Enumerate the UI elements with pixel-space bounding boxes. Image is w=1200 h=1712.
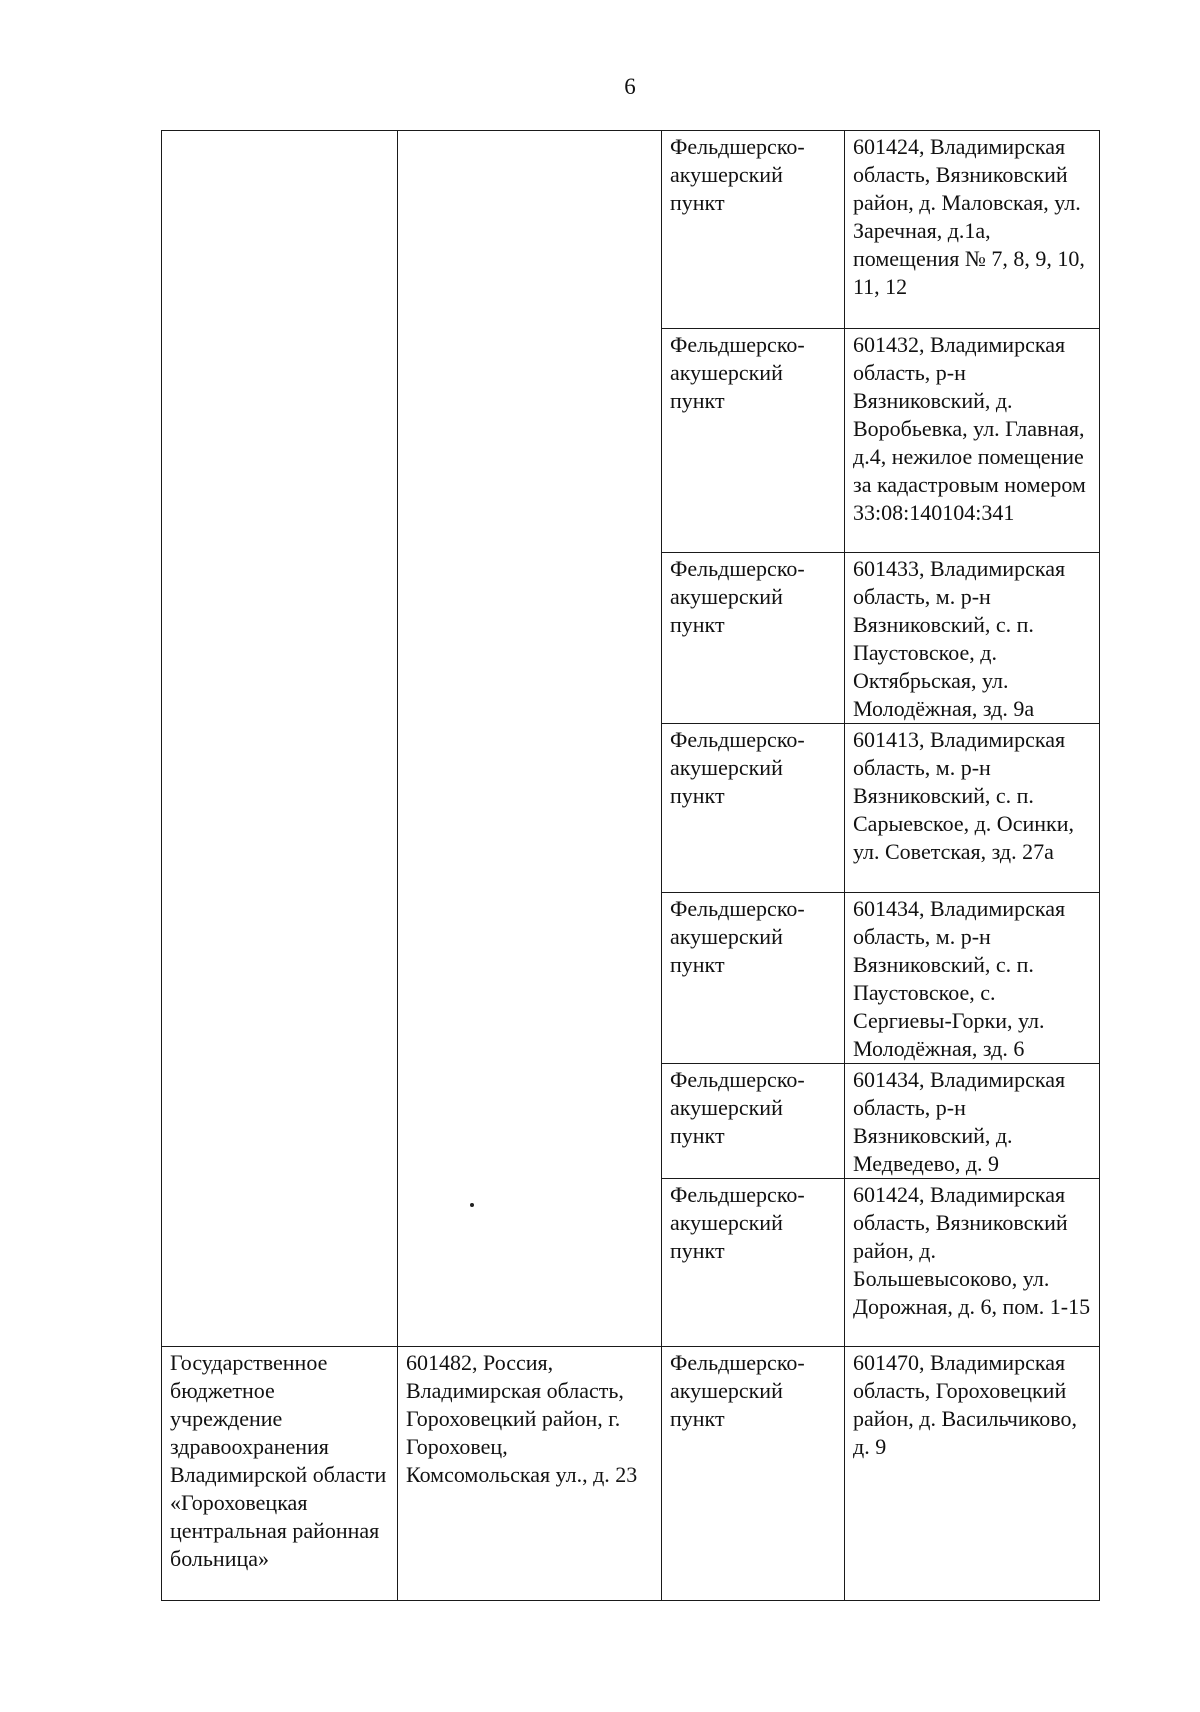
facility-address-cell: 601434, Владимирская область, р-н Вязниковский, д. Медведево, д. 9 <box>845 1064 1100 1179</box>
facility-type-cell: Фельдшерско-акушерский пункт <box>662 1064 845 1179</box>
facility-type-cell: Фельдшерско-акушерский пункт <box>662 553 845 724</box>
page-number: 6 <box>624 74 636 99</box>
facility-type-cell: Фельдшерско-акушерский пункт <box>662 724 845 893</box>
facility-type-cell: Фельдшерско-акушерский пункт <box>662 131 845 329</box>
facility-address-cell: 601424, Владимирская область, Вязниковский район, д. Большевысоково, ул. Дорожная, д. 6, пом. 1-15 <box>845 1179 1100 1347</box>
institution-address-cell: 601482, Россия, Владимирская область, Гороховецкий район, г. Гороховец, Комсомольская ул., д. 23 <box>398 1347 662 1601</box>
institution-name-cell-empty <box>162 131 398 1347</box>
facility-address-cell: 601434, Владимирская область, м. р-н Вязниковский, с. п. Паустовское, с. Сергиевы-Горки, ул. Молодёжная, зд. 6 <box>845 893 1100 1064</box>
facility-address-cell: 601433, Владимирская область, м. р-н Вязниковский, с. п. Паустовское, д. Октябрьская, ул. Молодёжная, зд. 9а <box>845 553 1100 724</box>
facility-type-cell: Фельдшерско-акушерский пункт <box>662 893 845 1064</box>
table-row <box>162 1347 1100 1601</box>
institution-address-cell-empty <box>398 131 662 1347</box>
institution-name-cell: Государственное бюджетное учреждение здравоохранения Владимирской области «Гороховецкая центральная районная больница» <box>162 1347 398 1601</box>
facility-address-cell: 601413, Владимирская область, м. р-н Вязниковский, с. п. Сарыевское, д. Осинки, ул. Советская, зд. 27а <box>845 724 1100 893</box>
medical-facilities-table <box>161 130 1100 1601</box>
facility-address-cell: 601470, Владимирская область, Гороховецкий район, д. Васильчиково, д. 9 <box>845 1347 1100 1601</box>
table-row <box>162 131 1100 329</box>
facility-address-cell: 601432, Владимирская область, р-н Вязниковский, д. Воробьевка, ул. Главная, д.4, нежилое помещение за кадастровым номером 33:08:140104:341 <box>845 329 1100 553</box>
facility-type-cell: Фельдшерско-акушерский пункт <box>662 1179 845 1347</box>
scan-dot-mark <box>470 1203 474 1207</box>
facility-address-cell: 601424, Владимирская область, Вязниковский район, д. Маловская, ул. Заречная, д.1а, помещения № 7, 8, 9, 10, 11, 12 <box>845 131 1100 329</box>
facility-type-cell: Фельдшерско-акушерский пункт <box>662 1347 845 1601</box>
facility-type-cell: Фельдшерско-акушерский пункт <box>662 329 845 553</box>
